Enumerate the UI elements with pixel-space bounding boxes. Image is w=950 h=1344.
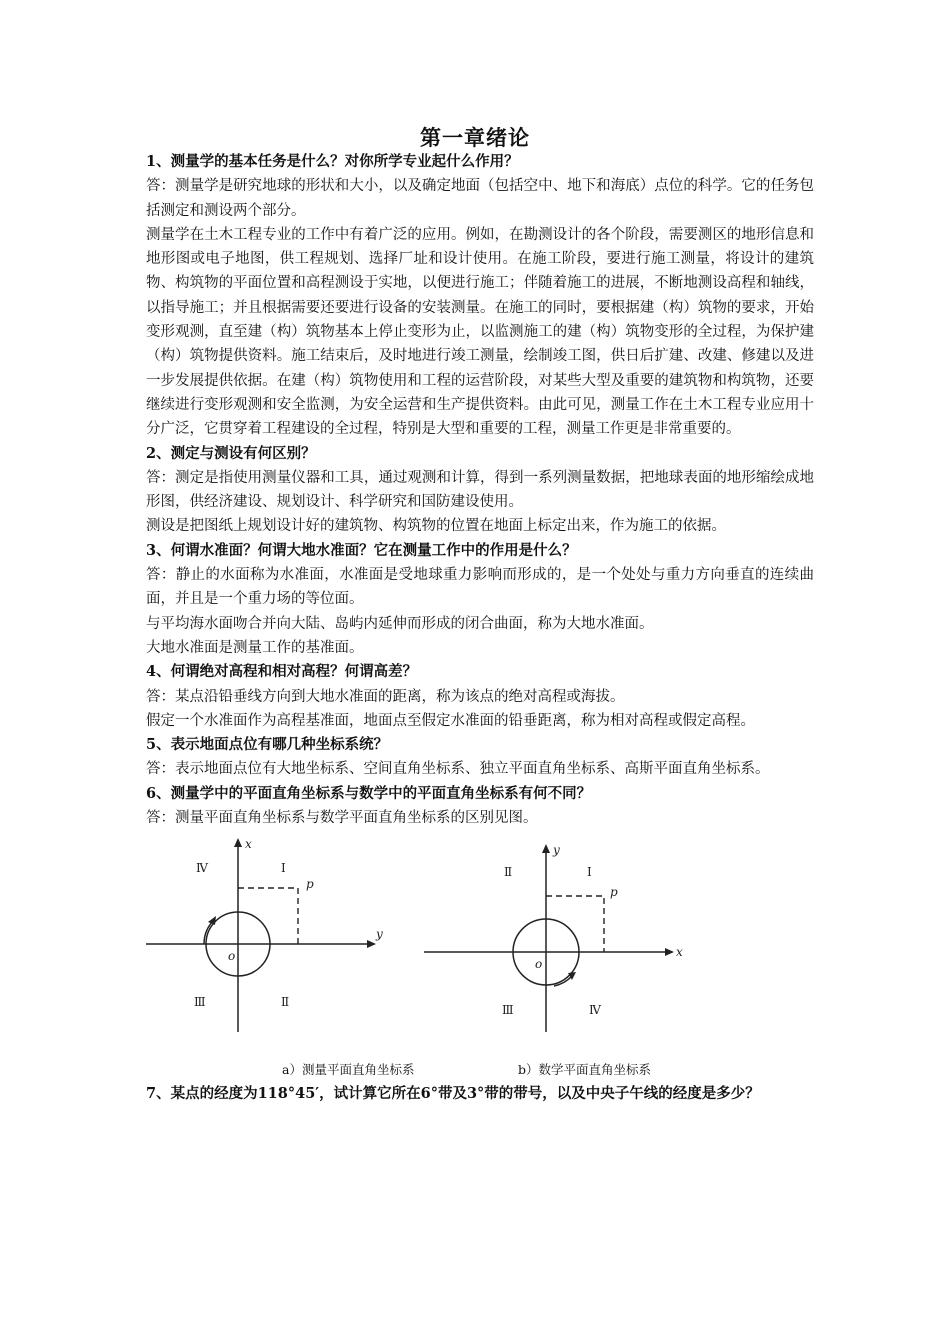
horizontal-axis-arrow	[367, 940, 376, 948]
axis-label-vertical: x	[245, 837, 252, 852]
answer-4-part-1: 答：某点沿铅垂线方向到大地水准面的距离，称为该点的绝对高程或海拔。	[146, 688, 625, 705]
vertical-axis-arrow	[234, 838, 242, 847]
answer-1-part-1: 答：测量学是研究地球的形状和大小，以及确定地面（包括空中、地下和海底）点位的科学。它的任务包括测定和测设两个部分。	[146, 178, 814, 219]
axis-label-vertical: y	[553, 843, 560, 858]
question-6: 6、测量学中的平面直角坐标系与数学中的平面直角坐标系有何不同？	[146, 784, 592, 802]
answer-5: 答：表示地面点位有大地坐标系、空间直角坐标系、独立平面直角坐标系、高斯平面直角坐标系。	[146, 761, 770, 778]
point-projection-lines	[546, 896, 604, 952]
question-1: 1、测量学的基本任务是什么？对你所学专业起什么作用？	[146, 153, 519, 170]
origin-label: o	[535, 957, 543, 972]
mathematical-coordinate-diagram	[424, 836, 694, 1036]
axis-label-horizontal: x	[676, 945, 683, 960]
clockwise-arrowhead	[208, 916, 216, 925]
quadrant-4-label: Ⅳ	[589, 1003, 601, 1018]
axis-label-horizontal: y	[376, 927, 383, 942]
answer-4-part-2: 假定一个水准面作为高程基准面，地面点至假定水准面的铅垂距离，称为相对高程或假定高程。	[146, 712, 755, 729]
point-projection-lines	[238, 888, 298, 944]
answer-2-part-2: 测设是把图纸上规划设计好的建筑物、构筑物的位置在地面上标定出来，作为施工的依据。	[146, 518, 726, 535]
question-3: 3、何谓水准面？何谓大地水准面？它在测量工作中的作用是什么？	[146, 541, 577, 559]
qa-content	[146, 150, 814, 1107]
quadrant-3-label: Ⅲ	[502, 1003, 514, 1018]
quadrant-1-label: Ⅰ	[281, 861, 286, 876]
surveying-coordinate-diagram	[146, 836, 396, 1036]
quadrant-4-label: Ⅳ	[196, 861, 208, 876]
horizontal-axis-arrow	[665, 948, 674, 956]
vertical-axis-arrow	[542, 844, 550, 853]
answer-6: 答：测量平面直角坐标系与数学平面直角坐标系的区别见图。	[146, 810, 538, 827]
quadrant-1-label: Ⅰ	[587, 865, 592, 880]
figure-captions	[146, 1058, 814, 1082]
caption-b: b）数学平面直角坐标系	[518, 1062, 652, 1078]
coordinate-system-figure	[146, 836, 814, 1058]
question-2: 2、测定与测设有何区别？	[146, 444, 316, 462]
answer-3-part-2: 与平均海水面吻合并向大陆、岛屿内延伸而形成的闭合曲面，称为大地水准面。	[146, 615, 654, 632]
question-5: 5、表示地面点位有哪几种坐标系统？	[146, 736, 389, 754]
quadrant-3-label: Ⅲ	[194, 995, 206, 1010]
chapter-title: 第一章绪论	[420, 125, 530, 150]
origin-label: o	[228, 949, 236, 964]
question-4: 4、何谓绝对高程和相对高程？何谓高差？	[146, 663, 418, 681]
quadrant-2-label: Ⅱ	[281, 995, 290, 1010]
point-label: p	[306, 877, 314, 892]
question-7: 7、某点的经度为118°45′，试计算它所在6°带及3°带的带号，以及中央子午线的经度是多少？	[146, 1085, 760, 1103]
answer-3-part-1: 答：静止的水面称为水准面，水准面是受地球重力影响而形成的，是一个处处与重力方向垂直的连续曲面，并且是一个重力场的等位面。	[146, 567, 814, 608]
quadrant-2-label: Ⅱ	[504, 865, 513, 880]
point-label: p	[610, 885, 618, 900]
answer-1-part-2: 测量学在土木工程专业的工作中有着广泛的应用。例如，在勘测设计的各个阶段，需要测区的地形信息和地形图或电子地图，供工程规划、选择厂址和设计使用。在施工阶段，要进行施工测量，将设计的建筑物、构筑物的平面位置和高程测设于实地，以便进行施工；伴随着施工的进展，不断地测设高程和轴线，以指导施工；并且根据需要还要进行设备的安装测量。在施工的同时，要根据建（构）筑物的要求，开始变形观测，直至建（构）筑物基本上停止变形为止，以监测施工的建（构）筑物变形的全过程，为保护建（构）筑物提供资料。施工结束后，及时地进行竣工测量，绘制竣工图，供日后扩建、改建、修建以及进一步发展提供依据。在建（构）筑物使用和工程的运营阶段，对某些大型及重要的建筑物和构筑物，还要继续进行变形观测和安全监测，为安全运营和生产提供资料。由此可见，测量工作在土木工程专业应用十分广泛，它贯穿着工程建设的全过程，特别是大型和重要的工程，测量工作更是非常重要的。	[146, 226, 814, 438]
caption-a: a）测量平面直角坐标系	[282, 1062, 415, 1078]
answer-2-part-1: 答：测定是指使用测量仪器和工具，通过观测和计算，得到一系列测量数据，把地球表面的地形缩绘成地形图，供经济建设、规划设计、科学研究和国防建设使用。	[146, 469, 814, 511]
answer-3-part-3: 大地水准面是测量工作的基准面。	[146, 639, 364, 656]
